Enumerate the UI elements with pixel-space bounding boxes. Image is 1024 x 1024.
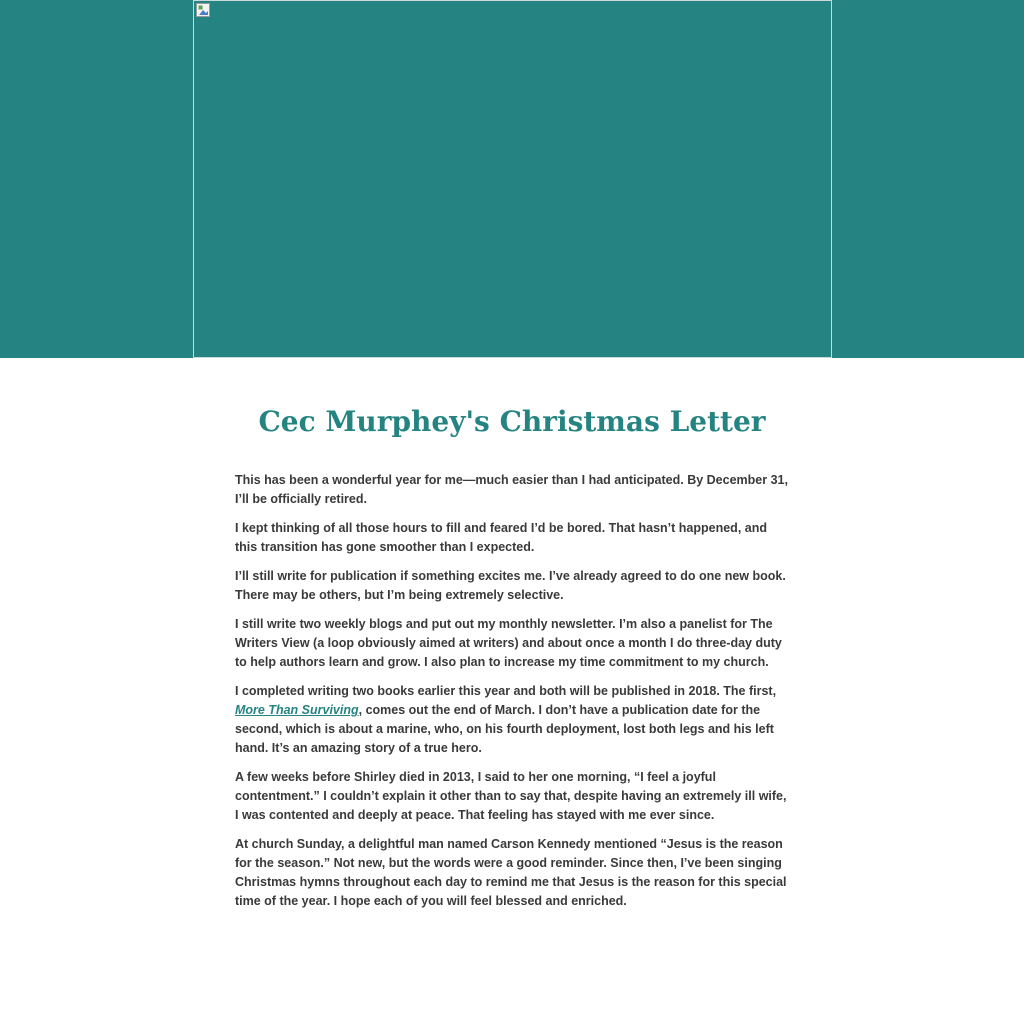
letter-body	[235, 471, 791, 921]
page-title: Cec Murphey's Christmas Letter	[258, 405, 766, 438]
broken-image-icon	[196, 3, 210, 17]
paragraph-1: This has been a wonderful year for me—much easier than I had anticipated. By December 31, I’ll be officially retired.	[235, 473, 788, 506]
paragraph-7: At church Sunday, a delightful man named Carson Kennedy mentioned “Jesus is the reason for the season.” Not new, but the words were a good reminder. Since then, I’ve been singing Christmas hymns throughout each day to remind me that Jesus is the reason for this special time of the year. I hope each of you will feel blessed and enriched.	[235, 837, 787, 908]
paragraph-3: I’ll still write for publication if something excites me. I’ve already agreed to do one new book. There may be others, but I’m being extremely selective.	[235, 569, 786, 602]
paragraph-5	[235, 682, 791, 758]
header-image	[193, 0, 832, 358]
paragraph-4: I still write two weekly blogs and put out my monthly newsletter. I’m also a panelist for The Writers View (a loop obviously aimed at writers) and about once a month I do three-day duty to help authors learn and grow. I also plan to increase my time commitment to my church.	[235, 617, 782, 669]
paragraph-5-text-after: , comes out the end of March. I don’t have a publication date for the second, which is about a marine, who, on his fourth deployment, lost both legs and his left hand. It’s an amazing story of a true hero.	[235, 703, 774, 755]
book-link-more-than-surviving[interactable]: More Than Surviving	[235, 703, 359, 717]
header-banner	[0, 0, 1024, 358]
paragraph-2: I kept thinking of all those hours to fill and feared I’d be bored. That hasn’t happened, and this transition has gone smoother than I expected.	[235, 521, 767, 554]
paragraph-6: A few weeks before Shirley died in 2013, I said to her one morning, “I feel a joyful contentment.” I couldn’t explain it other than to say that, despite having an extremely ill wife, I was contented and deeply at peace. That feeling has stayed with me ever since.	[235, 770, 787, 822]
paragraph-5-text-before: I completed writing two books earlier this year and both will be published in 2018. The first,	[235, 684, 777, 698]
